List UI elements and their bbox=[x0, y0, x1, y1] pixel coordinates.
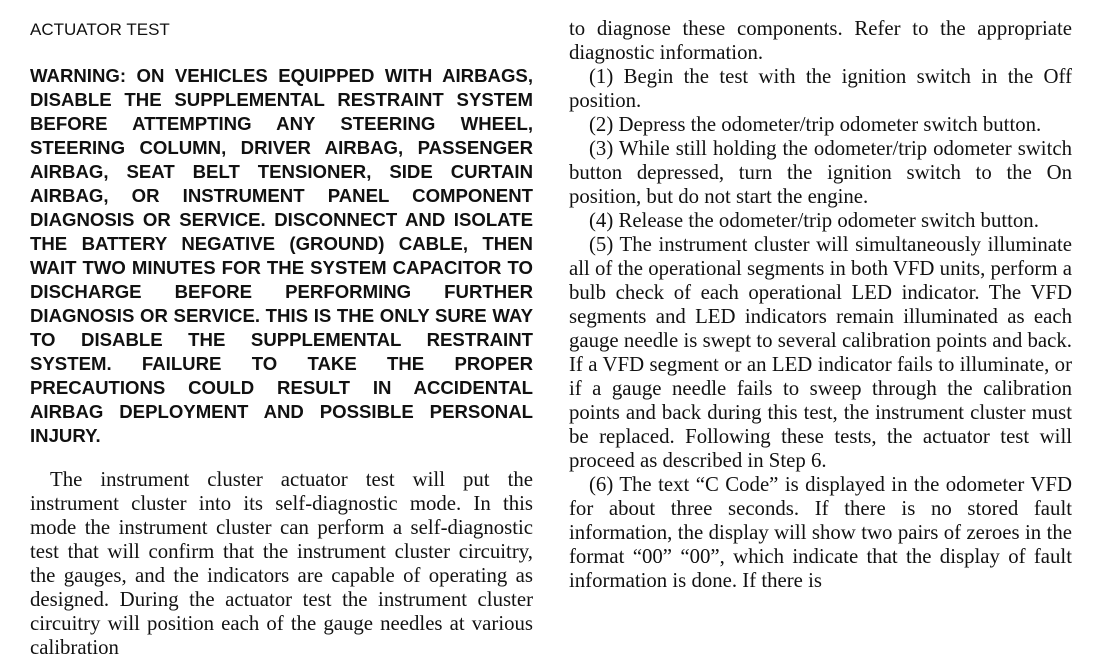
intro-text: The instrument cluster actuator test will put the instrument cluster into its self-diagnostic mode. In this mode the instrument cluster can perform a self-diagnostic test that will confirm that the instrument cluster circuitry, the gauges, and the indicators are capable of operating as designed. During the actuator test the instrument cluster circuitry will position each of the gauge needles at various calibration bbox=[30, 468, 533, 659]
warning-text: WARNING: ON VEHICLES EQUIPPED WITH AIRBAGS, DISABLE THE SUPPLEMENTAL RESTRAINT SYSTEM BEFORE ATTEMPTING ANY STEERING WHEEL, STEERING COLUMN, DRIVER AIRBAG, PASSENGER AIRBAG, SEAT BELT TENSIONER, SIDE CURTAIN AIRBAG, OR INSTRUMENT PANEL COMPONENT DIAGNOSIS OR SERVICE. DISCONNECT AND ISOLATE THE BATTERY NEGATIVE (GROUND) CABLE, THEN WAIT TWO MINUTES FOR THE SYSTEM CAPACITOR TO DISCHARGE BEFORE PERFORMING FURTHER DIAGNOSIS OR SERVICE. THIS IS THE ONLY SURE WAY TO DISABLE THE SUPPLEMENTAL RESTRAINT SYSTEM. FAILURE TO TAKE THE PROPER PRECAUTIONS COULD RESULT IN ACCIDENTAL AIRBAG DEPLOYMENT AND POSSIBLE PERSONAL INJURY. bbox=[30, 65, 533, 446]
procedure-text bbox=[569, 17, 1072, 593]
step-4: (4) Release the odometer/trip odometer switch button. bbox=[589, 209, 1039, 232]
step-2: (2) Depress the odometer/trip odometer switch button. bbox=[589, 113, 1042, 136]
step-5: (5) The instrument cluster will simultaneously illuminate all of the operational segments in both VFD units, perform a bulb check of each operational LED indicator. The VFD segments and LED indicators remain illuminated as each gauge needle is swept to several calibration points and back. If a VFD segment or an LED indicator fails to illuminate, or if a gauge needle fails to sweep through the calibration points and back during this test, the instrument cluster must be replaced. Following these tests, the actuator test will proceed as described in Step 6. bbox=[569, 233, 1072, 472]
airbag-warning bbox=[30, 64, 533, 448]
step-6: (6) The text “C Code” is displayed in the odometer VFD for about three seconds. If there is no stored fault information, the display will show two pairs of zeroes in the format “00” “00”, which indicate that the display of fault information is done. If there is bbox=[569, 473, 1072, 592]
left-column bbox=[30, 0, 533, 661]
section-heading: ACTUATOR TEST bbox=[30, 20, 170, 39]
right-column bbox=[569, 0, 1072, 661]
step-3: (3) While still holding the odometer/trip odometer switch button depressed, turn the ignition switch to the On position, but do not start the engine. bbox=[569, 137, 1072, 208]
intro-paragraph bbox=[30, 468, 533, 660]
step-1: (1) Begin the test with the ignition switch in the Off position. bbox=[569, 65, 1072, 112]
continuation-paragraph: to diagnose these components. Refer to the appropriate diagnostic information. bbox=[569, 17, 1072, 64]
